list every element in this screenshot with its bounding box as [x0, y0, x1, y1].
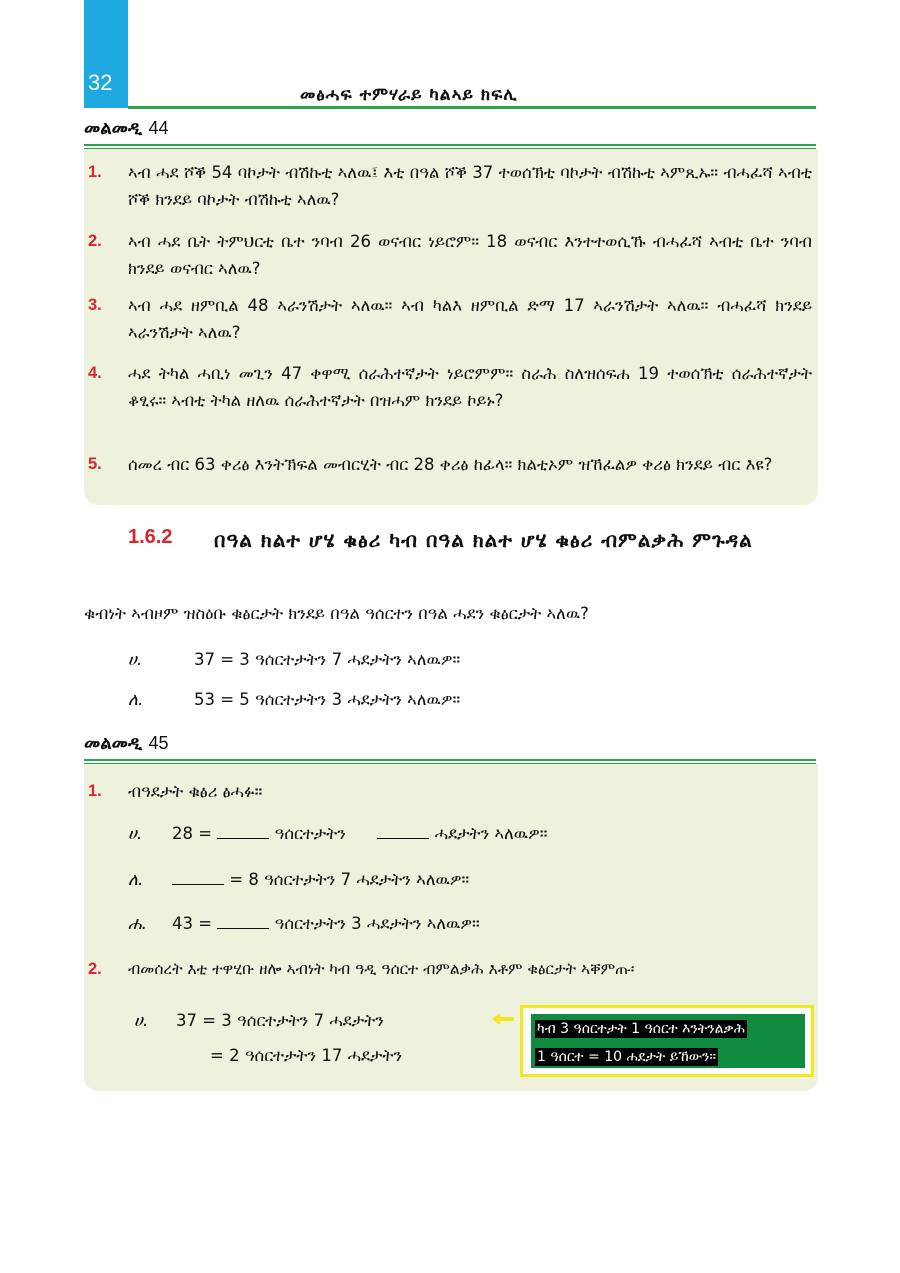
question-text: ሓደ ትካል ሓቢነ መጊን 47 ቀዋሚ ሰራሕተኛታት ነይሮምም። ስራሕ ስለዝሰፍሐ 19 ተወሰኽቲ ሰራሕተኛታት ቆፂሩ። ኣብቲ ትካል ዘለዉ ሰራሕተኛታት በዝሓም ክንደይ ኮይኑ?: [128, 364, 812, 410]
exercise-44-label: መልመዲ: [84, 118, 143, 139]
arrow-left-icon: [492, 1012, 514, 1026]
item-a-label: ሀ.: [128, 824, 143, 844]
question-1-number: 1.: [88, 782, 102, 800]
exercise-45-number: 45: [148, 733, 169, 753]
item-a-part1: 28 =: [172, 824, 213, 843]
question-number: 4.: [88, 364, 102, 382]
note-inner: [531, 1014, 805, 1068]
question-number: 3.: [88, 296, 102, 314]
running-head: መፅሓፍ ተምሃራይ ካልኣይ ክፍሊ: [300, 85, 518, 105]
question-number: 2.: [88, 232, 102, 250]
answer-blank[interactable]: [217, 914, 269, 929]
question-text: ሰመረ ብር 63 ቀሪፅ እንትኽፍል መብርሂት ብር 28 ቀሪፅ ከፊላ። ክልቲኦም ዝኸፈልዎ ቀሪፅ ክንደይ ብር እዩ?: [128, 455, 773, 474]
exercise-45-title: [84, 733, 169, 754]
item-a-row: [172, 824, 547, 844]
question-number: 5.: [88, 455, 102, 473]
example-a-label: ሀ.: [128, 650, 143, 670]
item-c-part2: ዓሰርተታትን 3 ሓደታትን ኣለዉዎ።: [274, 914, 480, 933]
worked-example-line-2: = 2 ዓሰርተታትን 17 ሓደታትን: [210, 1046, 403, 1065]
question-2-text: ብመሰረት እቲ ተዋሂቡ ዘሎ ኣብነት ካብ ዓዲ ዓሰርተ ብምልቃሕ እቶም ቁፅርታት ኣቐምጡ፡: [128, 960, 635, 978]
page-number: 32: [88, 70, 113, 95]
question-text: ኣብ ሓደ ዘምቢል 48 ኣራንሽታት ኣለዉ። ኣብ ካልእ ዘምቢል ድማ 17 ኣራንሽታት ኣለዉ። ብሓፈሻ ክንደይ ኣራንሽታት ኣለዉ?: [128, 296, 812, 342]
question-text: ኣብ ሓደ ቤት ትምህርቲ ቤተ ንባብ 26 ወናብር ነይሮም። 18 ወናብር እንተተወሲኹ ብሓፈሻ ኣብቲ ቤተ ንባብ ክንደይ ወናብር ኣለዉ?: [128, 232, 812, 278]
example-b-label: ለ.: [128, 690, 144, 710]
answer-blank[interactable]: [217, 824, 269, 839]
exercise-44-title: [84, 118, 169, 139]
item-b-label: ለ.: [128, 870, 144, 890]
example-b-text: 53 = 5 ዓሰርተታትን 3 ሓደታትን ኣለዉዎ።: [194, 690, 461, 709]
item-c-row: [172, 914, 480, 934]
item-a-part3: ሓደታትን ኣለዉዎ።: [434, 824, 548, 843]
item-a-part2: ዓሰርተታትን: [274, 824, 346, 843]
section-number: 1.6.2: [128, 526, 173, 548]
question-text: ኣብ ሓደ ሾቕ 54 ባኮታት ብሽኩቲ ኣለዉ፤ እቲ በዓል ሾቕ 37 ተወሰኽቲ ባኮታት ብሽኩቲ ኣምጺኡ። ብሓፈሻ ኣብቲ ሾቕ ክንደይ ባኮታት ብሽኩቲ ኣለዉ?: [128, 163, 812, 209]
exercise-45-label: መልመዲ: [84, 733, 143, 754]
exercise-44-panel: [84, 149, 818, 505]
note-line-1: ካብ 3 ዓሰርተታት 1 ዓሰርተ እንትንልቃሕ: [537, 1021, 746, 1037]
item-b-row: [172, 870, 469, 890]
question-number: 1.: [88, 163, 102, 181]
exercise-44-number: 44: [148, 118, 169, 138]
note-box: [520, 1005, 814, 1077]
worked-example-line-1: 37 = 3 ዓሰርተታትን 7 ሓደታትን: [176, 1011, 384, 1030]
item-b-part1: = 8 ዓሰርተታትን 7 ሓደታትን ኣለዉዎ።: [229, 870, 470, 889]
answer-blank[interactable]: [172, 870, 224, 885]
note-line-2: 1 ዓሰርተ = 10 ሐደታት ይኸውን።: [537, 1049, 717, 1065]
header-rule: [128, 106, 816, 109]
section-title: በዓል ክልተ ሆሄ ቁፅሪ ካብ በዓል ክልተ ሆሄ ቁፅሪ ብምልቃሕ ምጉዳል: [214, 528, 753, 552]
question-1-text: ብዓደታት ቁፅሪ ፅሓፉ።: [128, 782, 263, 801]
item-c-label: ሐ.: [128, 914, 148, 934]
worked-example-label: ሀ.: [134, 1011, 149, 1031]
example-a-text: 37 = 3 ዓሰርተታትን 7 ሓደታትን ኣለዉዎ።: [194, 650, 461, 669]
intro-question: ቁብነት ኣብዞም ዝስዕቡ ቁፅርታት ክንደይ በዓል ዓሰርተን በዓል ሓደን ቁፅርታት ኣለዉ?: [84, 604, 589, 623]
question-2-number: 2.: [88, 960, 102, 978]
answer-blank[interactable]: [377, 824, 429, 839]
item-c-part1: 43 =: [172, 914, 213, 933]
